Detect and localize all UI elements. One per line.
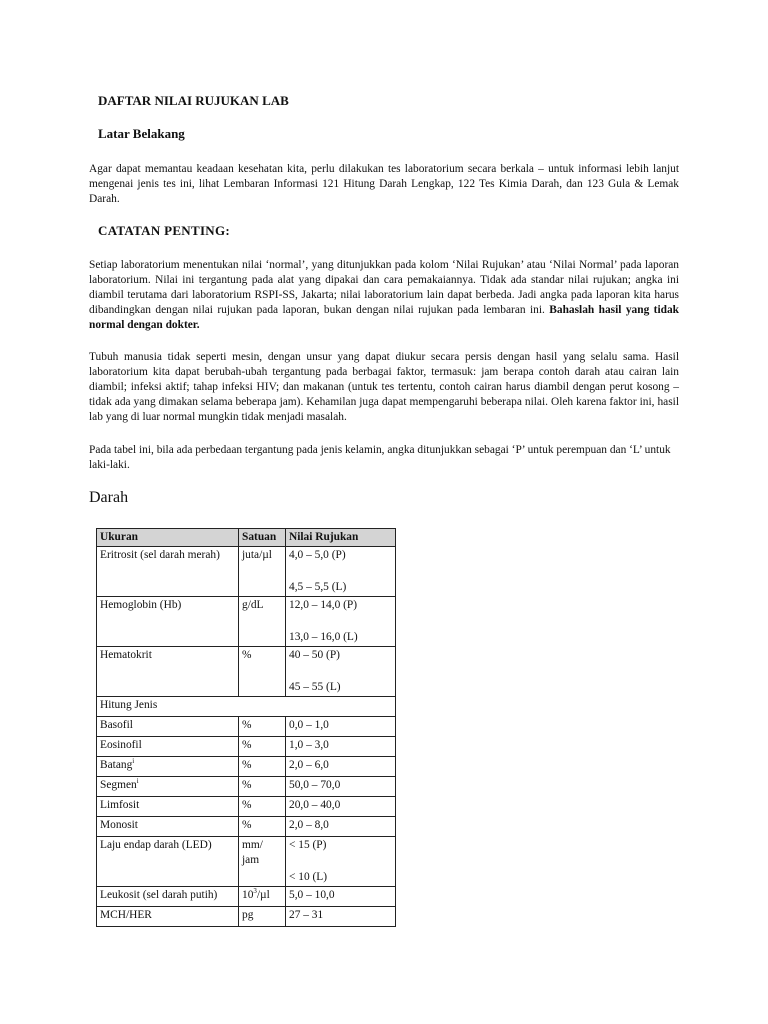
range-female: 12,0 – 14,0 (P) [289,599,358,611]
table-row [97,837,396,887]
cell-reference [286,547,396,597]
cell-measure [97,757,239,777]
paragraph-intro: Agar dapat memantau keadaan kesehatan kita, perlu dilakukan tes laboratorium secara berkala – untuk informasi lebih lanjut mengenai jenis tes ini, lihat Lembaran Informasi 121 Hitung Darah Lengkap, 122 Tes Kimia Darah, dan 123 Gula & Lemak Darah. [89,163,679,205]
table-row-group [97,697,396,717]
unit-part: mm/ [242,839,263,851]
cell-reference: 2,0 – 6,0 [286,757,396,777]
reference-table [96,528,396,927]
table-row [97,817,396,837]
cell-reference: 5,0 – 10,0 [286,887,396,907]
cell-measure: Hemoglobin (Hb) [97,597,239,647]
cell-unit: % [239,737,286,757]
table-row [97,907,396,927]
cell-reference [286,837,396,887]
cell-unit: pg [239,907,286,927]
cell-unit: % [239,797,286,817]
cell-measure: Hematokrit [97,647,239,697]
section-heading-background: Latar Belakang [98,126,185,141]
paragraph-note [89,258,679,333]
table-row [97,717,396,737]
cell-measure: Leukosit (sel darah putih) [97,887,239,907]
cell-measure: Monosit [97,817,239,837]
cell-measure: MCH/HER [97,907,239,927]
cell-measure: Laju endap darah (LED) [97,837,239,887]
table-row [97,797,396,817]
section-heading-note: CATATAN PENTING: [98,223,231,238]
table-row [97,757,396,777]
cell-reference: 20,0 – 40,0 [286,797,396,817]
header-unit: Satuan [239,529,286,547]
section-heading-blood: Darah [89,489,129,506]
range-male: 13,0 – 16,0 (L) [289,631,358,643]
paragraph-note-bold: Bahaslah hasil yang tidak normal dengan dokter. [89,304,679,331]
footnote-marker: i [132,757,135,766]
range-male: 4,5 – 5,5 (L) [289,581,347,593]
cell-measure: Eosinofil [97,737,239,757]
unit-tail: /µl [256,889,270,901]
table-row [97,647,396,697]
table-row [97,737,396,757]
table-row [97,887,396,907]
cell-measure: Limfosit [97,797,239,817]
cell-unit: juta/µl [239,547,286,597]
cell-unit: % [239,757,286,777]
unit-exponent: 3 [253,887,257,896]
range-female: 4,0 – 5,0 (P) [289,549,346,561]
table-row [97,777,396,797]
cell-unit [239,887,286,907]
range-male: 45 – 55 (L) [289,681,341,693]
cell-measure: Eritrosit (sel darah merah) [97,547,239,597]
cell-group-label: Hitung Jenis [97,697,396,717]
cell-reference: 50,0 – 70,0 [286,777,396,797]
cell-reference: 27 – 31 [286,907,396,927]
paragraph-note-text: Setiap laboratorium menentukan nilai ‘normal’, yang ditunjukkan pada kolom ‘Nilai Rujukan’ atau ‘Nilai Normal’ pada laporan laboratorium. Nilai ini tergantung pada alat yang dipakai dan cara pemakaiannya. Tidak ada standar nilai rujukan; angka ini diambil terutama dari laboratorium RSPI-SS, Jakarta; nilai laboratorium lain dapat berbeda. Jadi angka pada laporan kita harus dibandingkan dengan nilai rujukan pada laporan, bukan dengan nilai rujukan pada lembaran ini. [89,259,679,316]
cell-measure: Basofil [97,717,239,737]
range-male: < 10 (L) [289,871,328,883]
unit-part: jam [242,854,260,866]
paragraph-variability: Tubuh manusia tidak seperti mesin, dengan unsur yang dapat diukur secara persis dengan hasil yang selalu sama. Hasil laboratorium kita dapat berubah-ubah tergantung pada berbagai faktor, termasuk: jam berapa contoh darah atau cairan lain diambil; infeksi aktif; tahap infeksi HIV; dan makanan (untuk tes tertentu, contoh cairan harus diambil dengan perut kosong – tidak ada yang dimakan selama beberapa jam). Kehamilan juga dapat mempengaruhi beberapa nilai. Oleh karena faktor ini, hasil lab yang di luar normal mungkin tidak menjadi masalah. [89,351,679,423]
header-reference: Nilai Rujukan [286,529,396,547]
cell-reference [286,597,396,647]
cell-reference: 1,0 – 3,0 [286,737,396,757]
cell-unit: % [239,777,286,797]
cell-reference: 0,0 – 1,0 [286,717,396,737]
cell-unit: % [239,647,286,697]
cell-unit: g/dL [239,597,286,647]
measure-name: Batang [100,759,133,771]
cell-unit: % [239,717,286,737]
header-measure: Ukuran [97,529,239,547]
range-female: < 15 (P) [289,839,327,851]
unit-base: 10 [242,889,254,901]
table-header-row [97,529,396,547]
table-row [97,547,396,597]
paragraph-gender: Pada tabel ini, bila ada perbedaan tergantung pada jenis kelamin, angka ditunjukkan sebagai ‘P’ untuk perempuan dan ‘L’ untuk laki-laki. [89,444,671,471]
range-female: 40 – 50 (P) [289,649,340,661]
cell-unit [239,837,286,887]
cell-measure [97,777,239,797]
measure-name: Segmen [100,779,137,791]
table-row [97,597,396,647]
cell-unit: % [239,817,286,837]
document-title: DAFTAR NILAI RUJUKAN LAB [98,93,289,108]
cell-reference: 2,0 – 8,0 [286,817,396,837]
footnote-marker: i [136,777,139,786]
cell-reference [286,647,396,697]
